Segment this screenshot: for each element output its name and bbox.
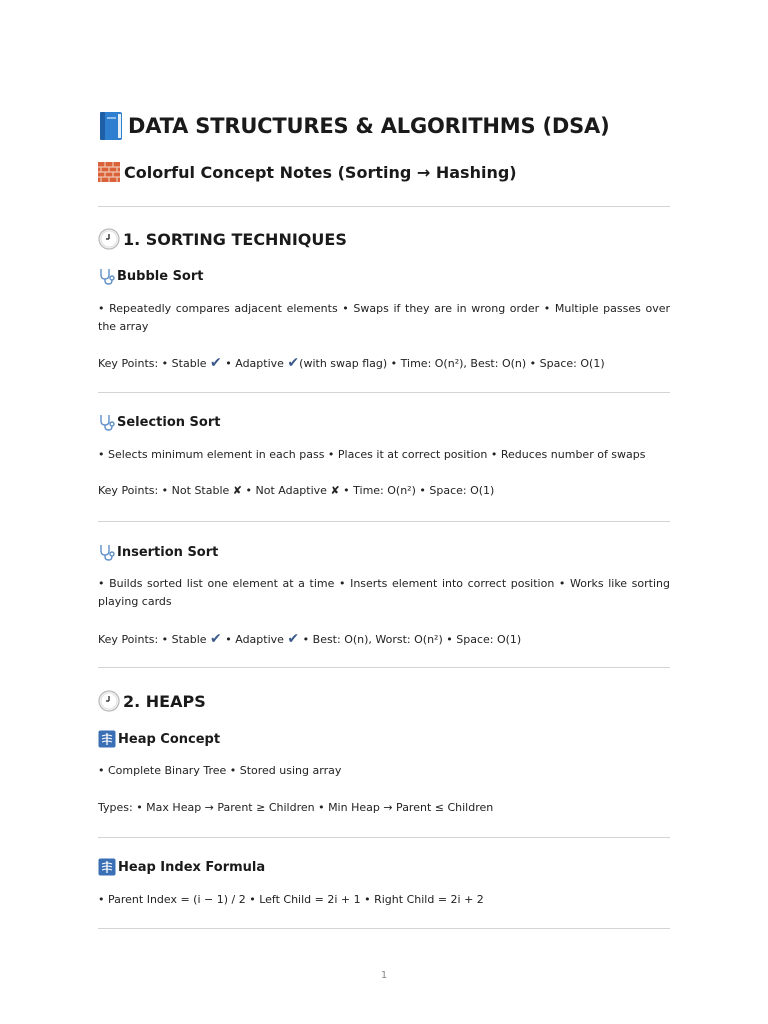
section-heading-text: 1. SORTING TECHNIQUES — [123, 229, 347, 249]
key-points-suffix: • Time: O(n²) • Space: O(1) — [343, 484, 495, 497]
title-text: DATA STRUCTURES & ALGORITHMS (DSA) — [128, 114, 610, 138]
key-points-mid: • Adaptive — [225, 633, 284, 646]
xray-icon — [98, 730, 116, 748]
check-mark-icon: ✔ — [210, 355, 222, 371]
xray-icon — [98, 858, 116, 876]
subsection-heap-index-formula — [98, 856, 265, 878]
divider — [98, 667, 670, 668]
document-page — [98, 0, 670, 1024]
divider — [98, 837, 670, 838]
heap-index-formula-description: • Parent Index = (i − 1) / 2 • Left Child = 2i + 1 • Right Child = 2i + 2 — [98, 893, 484, 906]
key-points-suffix: (with swap flag) • Time: O(n²), Best: O(n) • Space: O(1) — [299, 357, 605, 370]
section-heading-sorting — [98, 226, 347, 252]
key-points-prefix: Key Points: • Stable — [98, 633, 207, 646]
stethoscope-icon — [98, 413, 116, 431]
key-points-suffix: • Best: O(n), Worst: O(n²) • Space: O(1) — [302, 633, 522, 646]
bubble-sort-description: • Repeatedly compares adjacent elements • Swaps if they are in wrong order • Multiple passes over the array — [98, 302, 670, 333]
subsection-title: Insertion Sort — [117, 544, 219, 560]
subsection-title: Selection Sort — [117, 414, 221, 430]
subtitle-text: Colorful Concept Notes (Sorting → Hashing) — [124, 162, 517, 182]
cross-mark-icon: ✘ — [232, 484, 242, 497]
check-mark-icon: ✔ — [287, 355, 300, 371]
bubble-sort-key-points — [98, 354, 605, 373]
section-heading-heaps — [98, 688, 206, 714]
divider — [98, 206, 670, 207]
key-points-mid: • Not Adaptive — [245, 484, 327, 497]
document-title — [98, 108, 610, 144]
clock-icon — [98, 690, 120, 712]
document-subtitle — [98, 159, 517, 185]
subsection-title: Heap Concept — [118, 731, 221, 747]
section-heading-text: 2. HEAPS — [123, 691, 206, 711]
subsection-title: Heap Index Formula — [118, 859, 266, 875]
insertion-sort-description: • Builds sorted list one element at a time • Inserts element into correct position • Works like sorting playing cards — [98, 577, 670, 608]
clock-icon — [98, 228, 120, 250]
stethoscope-icon — [98, 267, 116, 285]
subsection-bubble-sort — [98, 265, 204, 287]
subsection-heap-concept — [98, 728, 220, 750]
page-number: 1 — [380, 970, 388, 981]
check-mark-icon: ✔ — [287, 631, 300, 647]
stethoscope-icon — [98, 543, 116, 561]
brick-icon — [98, 162, 120, 182]
divider — [98, 928, 670, 929]
subsection-insertion-sort — [98, 541, 218, 563]
heap-types: Types: • Max Heap → Parent ≥ Children • Min Heap → Parent ≤ Children — [98, 801, 494, 814]
subsection-selection-sort — [98, 411, 220, 433]
insertion-sort-key-points — [98, 630, 521, 649]
subsection-title: Bubble Sort — [117, 268, 204, 284]
key-points-prefix: Key Points: • Stable — [98, 357, 207, 370]
cross-mark-icon: ✘ — [330, 484, 340, 497]
divider — [98, 392, 670, 393]
selection-sort-description: • Selects minimum element in each pass • Places it at correct position • Reduces number of swaps — [98, 448, 646, 461]
key-points-prefix: Key Points: • Not Stable — [98, 484, 230, 497]
blue-book-icon — [98, 111, 124, 141]
selection-sort-key-points — [98, 482, 494, 500]
check-mark-icon: ✔ — [210, 631, 222, 647]
divider — [98, 521, 670, 522]
heap-concept-description: • Complete Binary Tree • Stored using array — [98, 764, 342, 777]
key-points-mid: • Adaptive — [225, 357, 284, 370]
